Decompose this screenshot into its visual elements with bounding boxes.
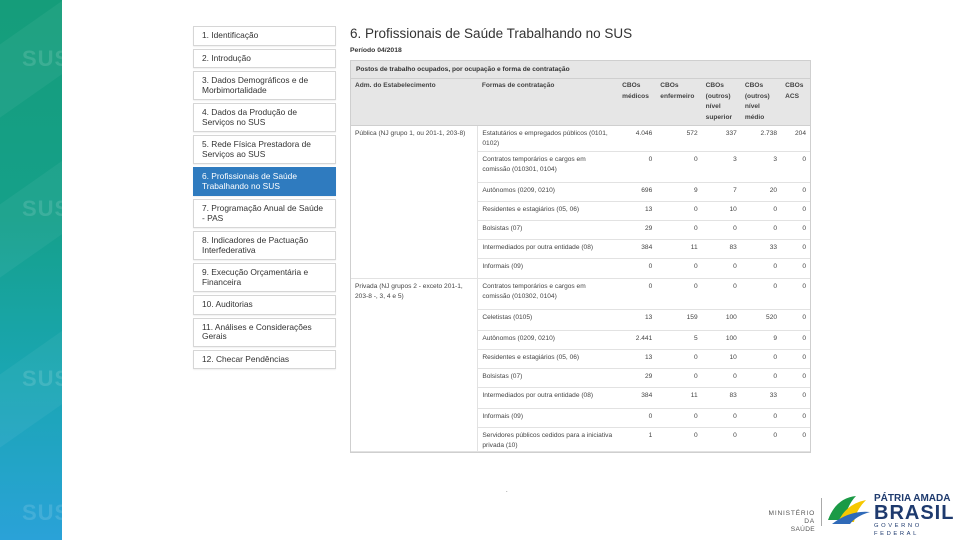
ministerio-line1: MINISTÉRIO DA [768,510,815,525]
value-cell-nivel-medio: 0 [741,428,781,452]
forma-cell: Autônomos (0209, 0210) [478,183,618,202]
table-body [351,126,810,452]
value-cell-acs: 0 [781,152,810,183]
col-header-adm: Adm. do Estabelecimento [351,79,478,126]
forma-cell: Celetistas (0105) [478,310,618,331]
value-cell-nivel-superior: 3 [702,152,741,183]
value-cell-acs: 204 [781,126,810,152]
forma-cell: Residentes e estagiários (05, 06) [478,350,618,369]
value-cell-nivel-medio: 3 [741,152,781,183]
value-cell-enfermeiro: 0 [656,428,701,452]
value-cell-medicos: 0 [618,279,656,310]
value-cell-nivel-medio: 0 [741,409,781,428]
value-cell-acs: 0 [781,350,810,369]
gov-logo-line1: PÁTRIA AMADA [874,493,951,504]
value-cell-medicos: 4.046 [618,126,656,152]
value-cell-nivel-superior: 100 [702,331,741,350]
forma-cell: Intermediados por outra entidade (08) [478,240,618,259]
value-cell-nivel-superior: 10 [702,202,741,221]
value-cell-enfermeiro: 11 [656,240,701,259]
nav-item-dados-producao[interactable]: 4. Dados da Produção de Serviços no SUS [193,103,336,132]
sus-watermark: SUS [22,46,71,71]
value-cell-nivel-medio: 0 [741,259,781,279]
forma-cell: Estatutários e empregados públicos (0101, 0102) [478,126,618,152]
value-cell-nivel-superior: 0 [702,259,741,279]
nav-item-dados-demograficos[interactable]: 3. Dados Demográficos e de Morbimortalidade [193,71,336,100]
page-marker: . [506,488,508,494]
left-decorative-band [0,0,71,540]
forma-cell: Informais (09) [478,409,618,428]
page-title: 6. Profissionais de Saúde Trabalhando no SUS [350,26,633,41]
footer-divider [821,498,822,526]
nav-item-indicadores[interactable]: 8. Indicadores de Pactuação Interfederativa [193,231,336,260]
col-header-medicos: CBOs médicos [618,79,656,126]
brazil-flag-icon [826,494,872,526]
value-cell-medicos: 2.441 [618,331,656,350]
value-cell-enfermeiro: 0 [656,259,701,279]
value-cell-enfermeiro: 0 [656,152,701,183]
value-cell-nivel-superior: 7 [702,183,741,202]
value-cell-nivel-medio: 33 [741,388,781,409]
value-cell-nivel-superior: 83 [702,388,741,409]
value-cell-nivel-medio: 0 [741,350,781,369]
forma-cell: Bolsistas (07) [478,369,618,388]
main-content [350,24,810,453]
nav-item-auditorias[interactable]: 10. Auditorias [193,295,336,315]
value-cell-acs: 0 [781,388,810,409]
value-cell-enfermeiro: 9 [656,183,701,202]
nav-item-rede-fisica[interactable]: 5. Rede Física Prestadora de Serviços ao SUS [193,135,336,164]
gov-logo-line2: BRASIL [874,502,955,524]
value-cell-nivel-superior: 10 [702,350,741,369]
col-header-nivel-superior: CBOs (outros) nível superior [702,79,741,126]
ministerio-saude-logo [763,510,815,534]
nav-item-introducao[interactable]: 2. Introdução [193,49,336,69]
value-cell-medicos: 0 [618,152,656,183]
forma-cell: Servidores públicos cedidos para a iniciativa privada (10) [478,428,618,452]
nav-item-checar-pendencias[interactable]: 12. Checar Pendências [193,350,336,370]
value-cell-nivel-superior: 0 [702,369,741,388]
value-cell-acs: 0 [781,183,810,202]
value-cell-acs: 0 [781,240,810,259]
nav-item-profissionais[interactable]: 6. Profissionais de Saúde Trabalhando no SUS [193,167,336,196]
value-cell-acs: 0 [781,310,810,331]
panel-title: Postos de trabalho ocupados, por ocupação e forma de contratação [351,61,810,79]
value-cell-enfermeiro: 0 [656,202,701,221]
patria-amada-brasil-logo [874,494,960,538]
value-cell-nivel-medio: 2.738 [741,126,781,152]
value-cell-medicos: 0 [618,409,656,428]
value-cell-acs: 0 [781,221,810,240]
value-cell-medicos: 13 [618,350,656,369]
gov-logo-line3: GOVERNO FEDERAL [874,523,922,537]
value-cell-nivel-medio: 0 [741,221,781,240]
value-cell-nivel-superior: 0 [702,279,741,310]
nav-item-identificacao[interactable]: 1. Identificação [193,26,336,46]
value-cell-enfermeiro: 0 [656,279,701,310]
value-cell-nivel-superior: 0 [702,409,741,428]
col-header-acs: CBOs ACS [781,79,810,126]
forma-cell: Informais (09) [478,259,618,279]
value-cell-enfermeiro: 0 [656,221,701,240]
value-cell-nivel-medio: 33 [741,240,781,259]
section-nav [193,26,336,372]
nav-item-analises[interactable]: 11. Análises e Considerações Gerais [193,318,336,347]
sus-watermark: SUS [22,500,71,525]
value-cell-acs: 0 [781,369,810,388]
value-cell-nivel-medio: 9 [741,331,781,350]
forma-cell: Bolsistas (07) [478,221,618,240]
value-cell-medicos: 384 [618,240,656,259]
value-cell-acs: 0 [781,331,810,350]
value-cell-nivel-superior: 337 [702,126,741,152]
value-cell-acs: 0 [781,428,810,452]
sus-watermark: SUS [22,196,71,221]
value-cell-acs: 0 [781,259,810,279]
forma-cell: Contratos temporários e cargos em comissão (010301, 0104) [478,152,618,183]
value-cell-medicos: 384 [618,388,656,409]
value-cell-medicos: 13 [618,202,656,221]
workforce-panel [350,60,811,453]
adm-group-cell: Pública (NJ grupo 1, ou 201-1, 203-8) [351,126,478,279]
col-header-nivel-medio: CBOs (outros) nível médio [741,79,781,126]
table-row [351,279,810,310]
value-cell-enfermeiro: 11 [656,388,701,409]
value-cell-acs: 0 [781,202,810,221]
value-cell-nivel-superior: 83 [702,240,741,259]
col-header-enfermeiro: CBOs enfermeiro [656,79,701,126]
col-header-forma: Formas de contratação [478,79,618,126]
value-cell-enfermeiro: 0 [656,409,701,428]
adm-group-cell: Privada (NJ grupos 2 - exceto 201-1, 203-8 -, 3, 4 e 5) [351,279,478,452]
value-cell-acs: 0 [781,409,810,428]
value-cell-nivel-superior: 0 [702,428,741,452]
value-cell-nivel-superior: 0 [702,221,741,240]
forma-cell: Autônomos (0209, 0210) [478,331,618,350]
workforce-table [351,79,810,452]
value-cell-acs: 0 [781,279,810,310]
value-cell-enfermeiro: 0 [656,350,701,369]
ministerio-line2: SAÚDE [790,526,815,533]
value-cell-enfermeiro: 5 [656,331,701,350]
value-cell-nivel-medio: 0 [741,202,781,221]
value-cell-medicos: 696 [618,183,656,202]
value-cell-nivel-superior: 100 [702,310,741,331]
value-cell-medicos: 29 [618,221,656,240]
value-cell-medicos: 13 [618,310,656,331]
value-cell-enfermeiro: 0 [656,369,701,388]
forma-cell: Intermediados por outra entidade (08) [478,388,618,409]
value-cell-medicos: 1 [618,428,656,452]
value-cell-medicos: 29 [618,369,656,388]
value-cell-nivel-medio: 0 [741,369,781,388]
sus-watermark: SUS [22,366,71,391]
value-cell-medicos: 0 [618,259,656,279]
value-cell-nivel-medio: 0 [741,279,781,310]
forma-cell: Residentes e estagiários (05, 06) [478,202,618,221]
forma-cell: Contratos temporários e cargos em comissão (010302, 0104) [478,279,618,310]
period-label: Período 04/2018 [350,47,402,54]
value-cell-nivel-medio: 520 [741,310,781,331]
table-row [351,126,810,152]
value-cell-enfermeiro: 159 [656,310,701,331]
nav-item-execucao-orcamentaria[interactable]: 9. Execução Orçamentária e Financeira [193,263,336,292]
value-cell-nivel-medio: 20 [741,183,781,202]
value-cell-enfermeiro: 572 [656,126,701,152]
nav-item-programacao-anual[interactable]: 7. Programação Anual de Saúde - PAS [193,199,336,228]
